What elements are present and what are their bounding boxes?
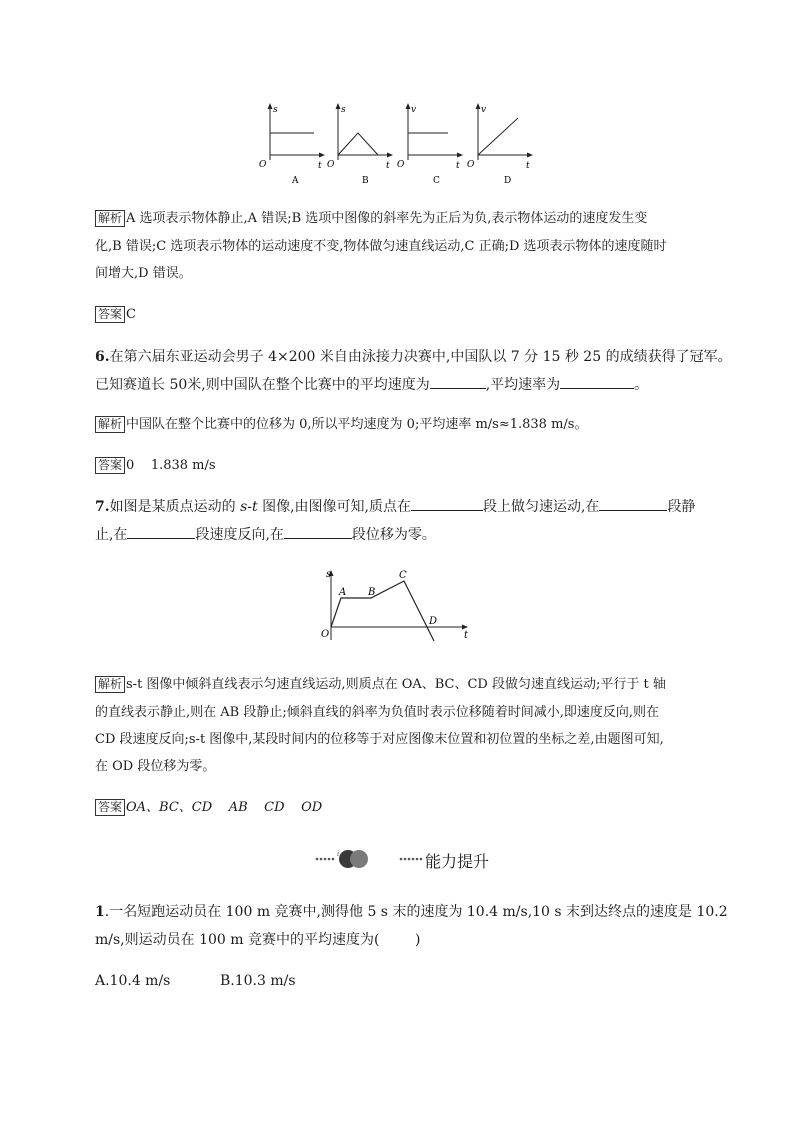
q5-answer: 答案 C [95,306,136,324]
q7-analysis-line-1: 解析 s-t 图像中倾斜直线表示匀速直线运动,则质点在 OA、BC、CD 段做匀速直线运动;平行于 t 轴 [95,676,666,694]
graph-b-label: B [362,176,369,186]
p1-stem-line-1: 1.一名短跑运动员在 100 m 竞赛中,测得他 5 s 末的速度为 10.4 m/s,10 s 末到达终点的速度是 10.2 [95,904,728,920]
q5-analysis-line-2: 化,B 错误;C 选项表示物体的运动速度不变,物体做匀速直线运动,C 正确;D 选项表示物体的速度随时 [95,239,667,254]
answer-tag: 答案 [95,306,125,323]
graph-b-origin: O [327,160,335,170]
graph-b [327,103,393,186]
graph-d-x-label: t [526,161,530,171]
graph-b-x-label: t [386,161,390,171]
graph-c-x-label: t [456,161,460,171]
section-title: 能力提升 [425,852,490,871]
q6-blank-1[interactable] [430,376,486,389]
option-graphs [250,100,540,190]
graph-d-label: D [504,176,512,186]
graph-c-y-label: v [411,105,417,115]
q7-blank-1[interactable] [411,498,483,511]
q5-analysis-line-3: 间增大,D 错误。 [95,266,192,281]
graph-a-origin: O [259,160,267,170]
analysis-tag: 解析 [95,210,125,227]
graph-a-label: A [292,176,299,186]
graph-c-origin: O [397,160,405,170]
q7-point-b: B [368,587,376,598]
q7-point-a: A [339,587,347,598]
q7-origin: O [321,629,330,640]
graph-a-x-label: t [318,161,322,171]
q7-point-c: C [399,570,407,581]
q6-number: 6. [95,349,110,365]
p1-number: 1 [95,904,105,920]
graph-a-y-label: s [273,105,278,115]
graph-c [397,103,463,186]
section-icon [315,847,371,871]
p1-stem-line-2: m/s,则运动员在 100 m 竞赛中的平均速度为( ) [95,932,421,948]
analysis-tag: 解析 [95,676,125,693]
q7-stem-line-1: 7.如图是某质点运动的 s-t 图像,由图像可知,质点在 段上做匀速运动,在 段静 [95,499,696,515]
q7-x-label: t [464,630,469,641]
q7-blank-4[interactable] [284,526,352,539]
graph-d [467,103,533,186]
q7-st-curve [331,581,434,641]
graph-a [259,103,325,186]
graph-b-y-label: s [341,105,346,115]
section-icon-letter: i [337,850,340,858]
p1-option-a[interactable]: A.10.4 m/s [95,973,171,989]
graph-c-label: C [433,176,440,186]
q7-blank-2[interactable] [599,498,667,511]
graph-d-y-label: v [481,105,487,115]
q7-answer: 答案 OA、BC、CD AB CD OD [95,799,322,817]
q7-y-label: s [326,569,332,580]
answer-tag: 答案 [95,799,125,816]
q5-analysis-line-1: 解析 A 选项表示物体静止,A 错误;B 选项中图像的斜率先为正后为负,表示物体运动的速度发生变 [95,210,647,228]
q7-blank-3[interactable] [127,526,195,539]
analysis-tag: 解析 [95,416,125,433]
graph-d-origin: O [467,160,475,170]
q6-analysis: 解析 中国队在整个比赛中的位移为 0,所以平均速度为 0;平均速率 m/s≈1.838 m/s。 [95,416,587,434]
q7-st-graph [316,566,478,646]
q7-analysis-line-3: CD 段速度反向;s-t 图像中,某段时间内的位移等于对应图像末位置和初位置的坐标之差,由题图可知, [95,732,664,747]
q7-number: 7. [95,499,110,515]
q6-answer: 答案 0 1.838 m/s [95,457,216,475]
q7-analysis-line-4: 在 OD 段位移为零。 [95,759,216,774]
answer-tag: 答案 [95,457,125,474]
q6-stem-line-1: 6.在第六届东亚运动会男子 4×200 米自由泳接力决赛中,中国队以 7 分 15 秒 25 的成绩获得了冠军。 [95,349,732,365]
q7-analysis-line-2: 的直线表示静止,则在 AB 段静止;倾斜直线的斜率为负值时表示位移随着时间减小,即速度反向,则在 [95,705,659,720]
q7-stem-line-2: 止,在 段速度反向,在 段位移为零。 [95,527,436,543]
q6-stem-line-2: 已知赛道长 50米,则中国队在整个比赛中的平均速度为 ,平均速率为 。 [95,377,649,393]
q7-point-d: D [429,616,438,627]
q6-blank-2[interactable] [560,376,634,389]
p1-option-b[interactable]: B.10.3 m/s [220,973,296,989]
